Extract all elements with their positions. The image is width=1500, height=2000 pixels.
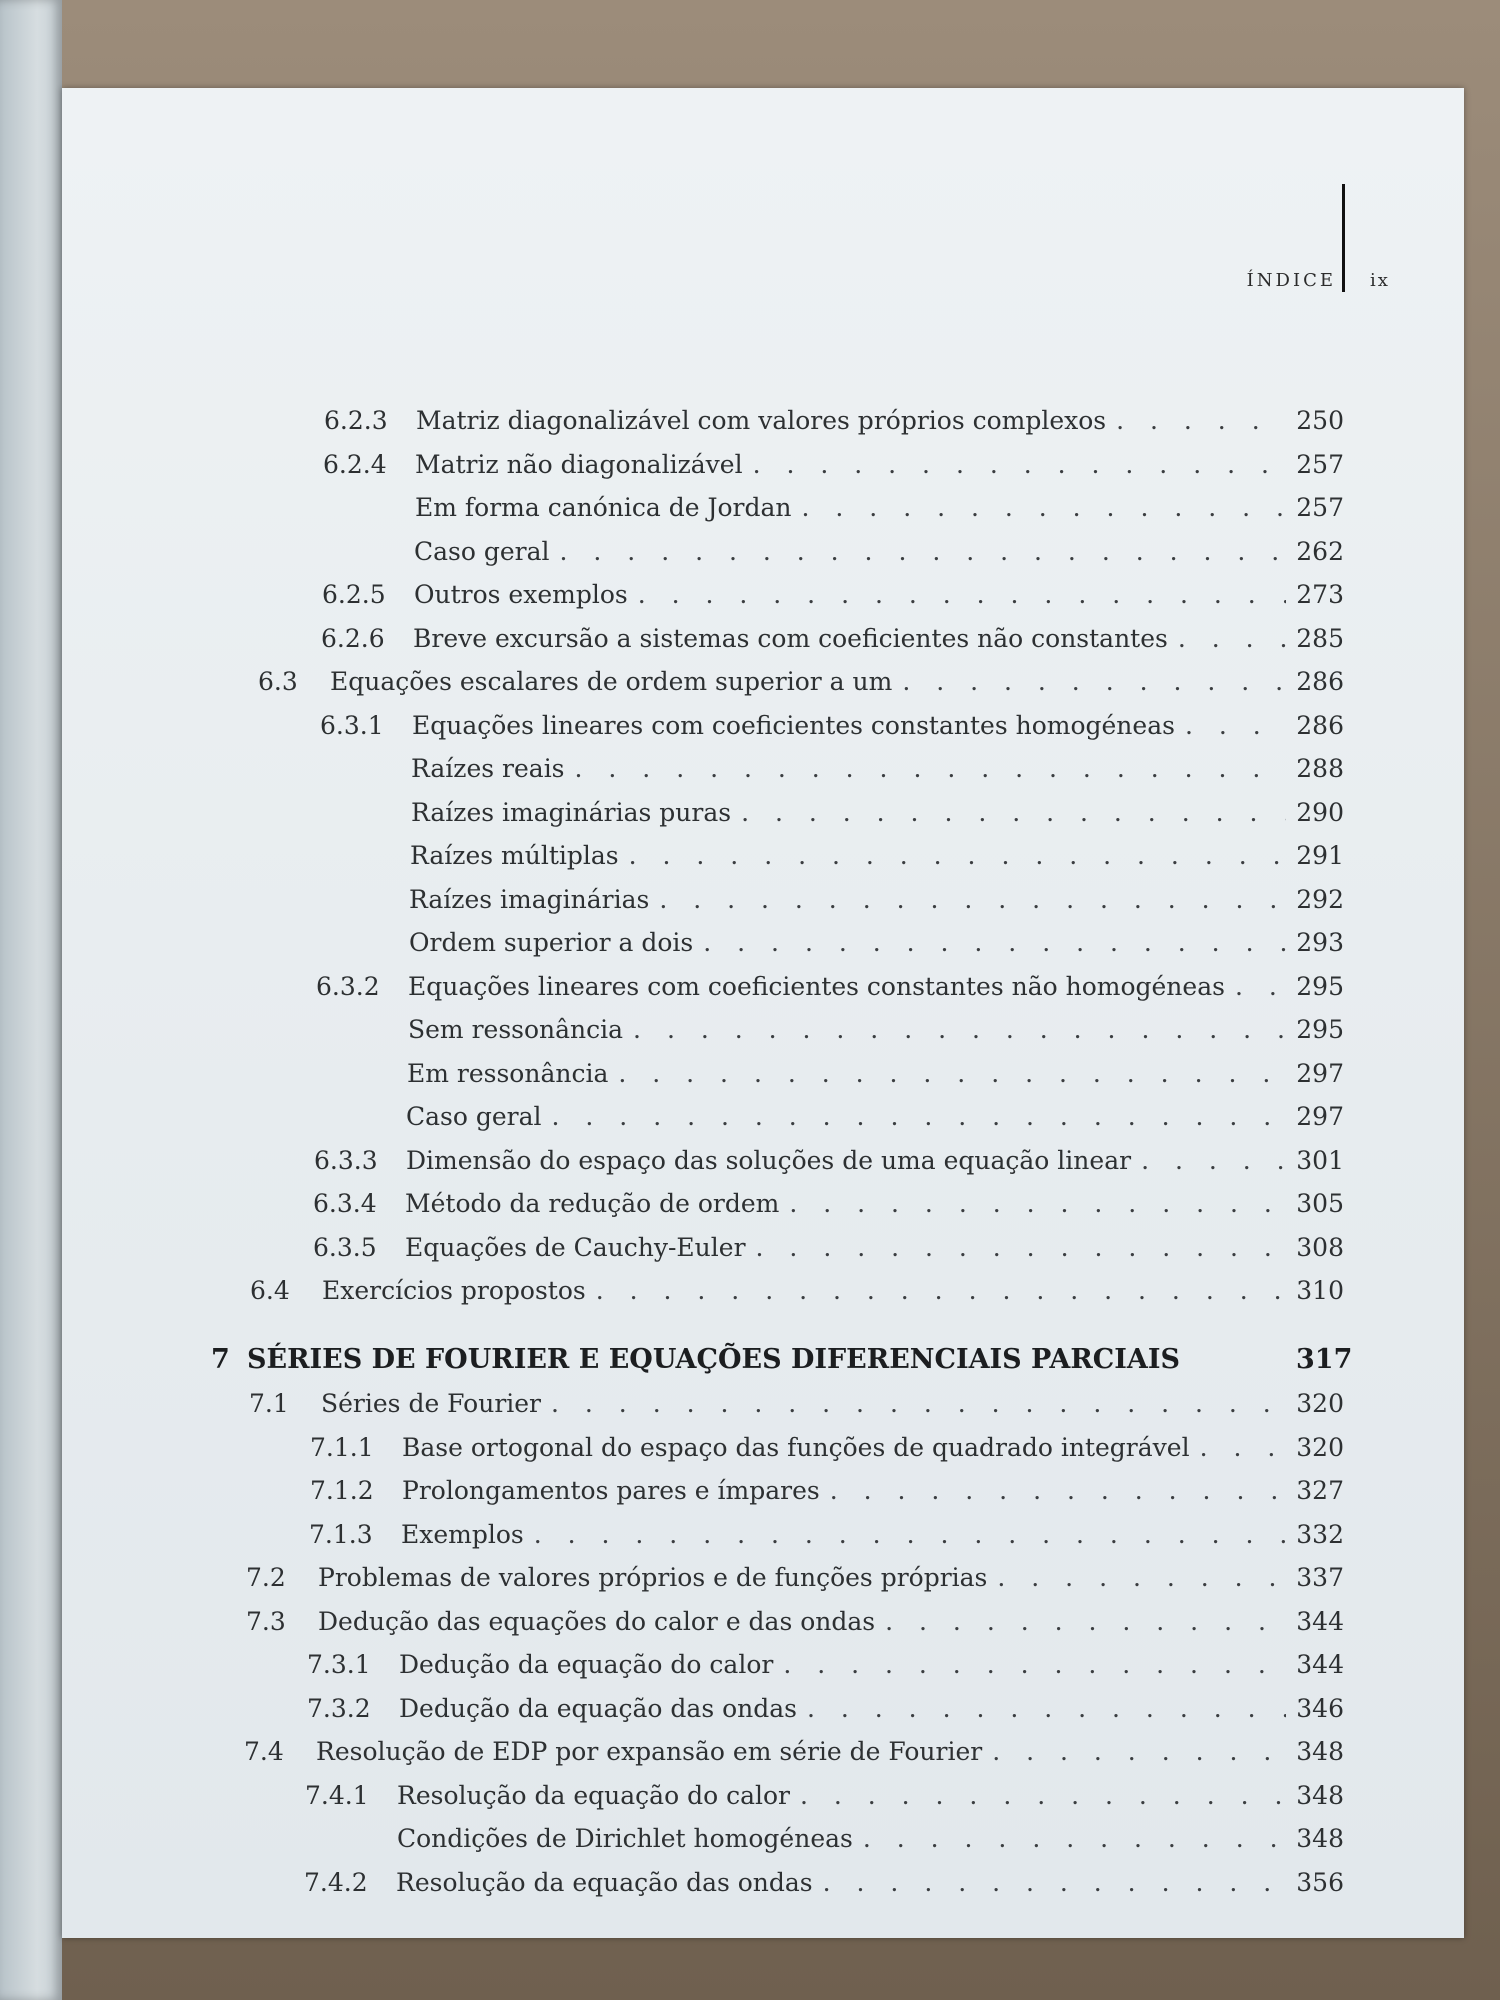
toc-entry-title: Equações de Cauchy-Euler bbox=[405, 1232, 746, 1262]
toc-entry bbox=[304, 1868, 1344, 1908]
toc-entry-title: Exemplos bbox=[401, 1519, 524, 1549]
toc-entry-number: 7.2 bbox=[246, 1563, 286, 1592]
dot-leader bbox=[1141, 1146, 1286, 1175]
toc-entry bbox=[317, 885, 1344, 925]
book-page bbox=[62, 88, 1464, 1938]
toc-entry-page: 344 bbox=[1296, 1606, 1344, 1636]
dot-leader bbox=[596, 1276, 1286, 1305]
dot-leader bbox=[885, 1607, 1286, 1636]
toc-entry-number: 6.3.1 bbox=[320, 710, 384, 740]
toc-entry-page: 305 bbox=[1296, 1189, 1344, 1218]
toc-entry-number: 7.4.2 bbox=[304, 1867, 368, 1897]
toc-entry bbox=[307, 1694, 1344, 1734]
toc-entry-number: 7.3.1 bbox=[307, 1650, 371, 1679]
toc-entry-number: 7.3.2 bbox=[307, 1693, 371, 1723]
toc-entry-title: Resolução da equação do calor bbox=[397, 1780, 790, 1810]
toc-entry-page: 291 bbox=[1296, 841, 1344, 870]
toc-entry-page: 332 bbox=[1296, 1519, 1344, 1549]
dot-leader bbox=[575, 754, 1286, 783]
toc-entry bbox=[246, 1563, 1344, 1603]
dot-leader bbox=[800, 1781, 1286, 1810]
toc-entry-number: 7.1 bbox=[249, 1389, 289, 1418]
toc-entry-number: 6.2.6 bbox=[321, 623, 385, 653]
toc-entry-number: 6.3.4 bbox=[313, 1189, 377, 1218]
toc-entry-title: Exercícios propostos bbox=[322, 1276, 586, 1305]
toc-entry-title: Ordem superior a dois bbox=[409, 928, 694, 957]
toc-entry bbox=[324, 406, 1344, 446]
toc-entry-title: Séries de Fourier bbox=[321, 1389, 542, 1418]
toc-entry-page: 273 bbox=[1296, 580, 1344, 609]
dot-leader bbox=[534, 1520, 1286, 1549]
toc-entry bbox=[313, 1189, 1344, 1229]
toc-entry-title: Em forma canónica de Jordan bbox=[415, 493, 792, 522]
dot-leader bbox=[830, 1476, 1286, 1505]
toc-entry-title: Matriz diagonalizável com valores próprios complexos bbox=[416, 406, 1107, 435]
dot-leader bbox=[902, 667, 1286, 696]
toc-entry-title: Dimensão do espaço das soluções de uma equação linear bbox=[406, 1145, 1132, 1175]
toc-entry bbox=[305, 1824, 1344, 1864]
dot-leader bbox=[741, 798, 1286, 827]
toc-entry-title: Resolução de EDP por expansão em série de Fourier bbox=[316, 1737, 983, 1766]
toc-entry-number: 7.3 bbox=[246, 1606, 286, 1636]
toc-entry bbox=[316, 972, 1344, 1012]
dot-leader bbox=[633, 1015, 1286, 1044]
toc-entry-number: 6.3.3 bbox=[314, 1145, 378, 1175]
toc-entry-title: Em ressonância bbox=[407, 1058, 609, 1088]
toc-entry bbox=[322, 580, 1344, 620]
dot-leader bbox=[1200, 1433, 1286, 1462]
toc-entry bbox=[249, 1389, 1344, 1429]
toc-entry-title: Outros exemplos bbox=[414, 580, 628, 609]
dot-leader bbox=[997, 1563, 1286, 1592]
toc-entry bbox=[250, 1276, 1344, 1316]
toc-entry-page: 295 bbox=[1296, 971, 1344, 1001]
toc-entry-page: 320 bbox=[1296, 1389, 1344, 1418]
toc-entry-page: 348 bbox=[1296, 1824, 1344, 1853]
running-head bbox=[1142, 184, 1434, 314]
toc-entry-title: Raízes imaginárias puras bbox=[411, 797, 732, 827]
toc-entry-title: Sem ressonância bbox=[408, 1015, 624, 1044]
dot-leader bbox=[552, 1102, 1286, 1131]
toc-entry-title: Raízes imaginárias bbox=[409, 884, 650, 914]
toc-entry-title: Matriz não diagonalizável bbox=[415, 449, 743, 479]
toc-entry-title: Prolongamentos pares e ímpares bbox=[402, 1476, 820, 1505]
header-rule bbox=[1342, 184, 1345, 292]
toc-entry bbox=[323, 493, 1344, 533]
toc-entry bbox=[321, 624, 1344, 664]
dot-leader bbox=[992, 1737, 1286, 1766]
toc-entry-page: 320 bbox=[1296, 1432, 1344, 1462]
toc-entry-page: 257 bbox=[1296, 449, 1344, 479]
dot-leader bbox=[629, 841, 1286, 870]
toc-entry-title: Base ortogonal do espaço das funções de quadrado integrável bbox=[402, 1432, 1190, 1462]
toc-entry-page: 297 bbox=[1296, 1058, 1344, 1088]
toc-entry-number: 6.3.2 bbox=[316, 971, 380, 1001]
toc-entry-number: 6.4 bbox=[250, 1276, 290, 1305]
toc-entry bbox=[310, 1433, 1344, 1473]
toc-entry-title: Dedução das equações do calor e das ondas bbox=[318, 1606, 876, 1636]
toc-entry-title: Raízes múltiplas bbox=[410, 841, 619, 870]
dot-leader bbox=[1185, 711, 1286, 740]
toc-entry-title: Método da redução de ordem bbox=[405, 1189, 780, 1218]
toc-entry bbox=[309, 1520, 1344, 1560]
toc-entry-number: 7 bbox=[211, 1343, 230, 1375]
dot-leader bbox=[863, 1824, 1286, 1853]
dot-leader bbox=[1235, 972, 1286, 1001]
toc-entry bbox=[314, 1102, 1344, 1142]
toc-entry-page: 348 bbox=[1296, 1737, 1344, 1766]
toc-entry-number: 6.2.3 bbox=[324, 406, 388, 435]
toc-entry-title: SÉRIES DE FOURIER E EQUAÇÕES DIFERENCIAIS PARCIAIS bbox=[247, 1343, 1180, 1375]
dot-leader bbox=[823, 1868, 1286, 1897]
toc-entry-title: Dedução da equação das ondas bbox=[399, 1693, 797, 1723]
toc-entry-number: 7.1.3 bbox=[309, 1519, 373, 1549]
dot-leader bbox=[1178, 624, 1286, 653]
toc-entry bbox=[246, 1607, 1344, 1647]
toc-entry-page: 262 bbox=[1296, 536, 1344, 566]
toc-entry-title: Condições de Dirichlet homogéneas bbox=[397, 1824, 853, 1853]
toc-entry bbox=[307, 1650, 1344, 1690]
toc-entry bbox=[323, 450, 1344, 490]
toc-entry-page: 293 bbox=[1296, 928, 1344, 957]
toc-entry-page: 346 bbox=[1296, 1693, 1344, 1723]
toc-entry-title: Raízes reais bbox=[411, 754, 565, 783]
toc-entry-page: 301 bbox=[1296, 1145, 1344, 1175]
toc-entry-page: 310 bbox=[1296, 1276, 1344, 1305]
toc-entry-title: Equações lineares com coeficientes constantes não homogéneas bbox=[408, 971, 1225, 1001]
toc-entry bbox=[258, 667, 1344, 707]
toc-entry-number: 7.1.1 bbox=[310, 1432, 374, 1462]
toc-entry-number: 7.1.2 bbox=[310, 1476, 374, 1505]
dot-leader bbox=[659, 885, 1286, 914]
toc-entry-page: 317 bbox=[1296, 1343, 1353, 1375]
toc-entry bbox=[313, 1233, 1344, 1273]
toc-entry-title: Caso geral bbox=[414, 536, 550, 566]
toc-entry-page: 292 bbox=[1296, 884, 1344, 914]
toc-entry bbox=[305, 1781, 1344, 1821]
dot-leader bbox=[703, 928, 1286, 957]
dot-leader bbox=[551, 1389, 1286, 1418]
toc-entry-page: 288 bbox=[1296, 754, 1344, 783]
toc-entry bbox=[244, 1737, 1344, 1777]
toc-entry bbox=[316, 1015, 1344, 1055]
toc-entry bbox=[319, 754, 1344, 794]
toc-entry-title: Breve excursão a sistemas com coeficientes não constantes bbox=[413, 623, 1168, 653]
toc-entry-page: 337 bbox=[1296, 1563, 1344, 1592]
toc-entry-title: Problemas de valores próprios e de funções próprias bbox=[318, 1563, 988, 1592]
toc-entry-number: 7.4.1 bbox=[305, 1780, 369, 1810]
toc-entry-page: 356 bbox=[1296, 1867, 1344, 1897]
dot-leader bbox=[783, 1650, 1286, 1679]
toc-entry-number: 7.4 bbox=[244, 1737, 284, 1766]
toc-entry-number: 6.2.5 bbox=[322, 580, 386, 609]
toc-entry-page: 308 bbox=[1296, 1232, 1344, 1262]
dot-leader bbox=[560, 537, 1286, 566]
toc-entry-title: Dedução da equação do calor bbox=[399, 1650, 774, 1679]
toc-entry-page: 286 bbox=[1296, 667, 1344, 696]
toc-entry-number: 6.3.5 bbox=[313, 1232, 377, 1262]
toc-entry-page: 297 bbox=[1296, 1102, 1344, 1131]
dot-leader bbox=[638, 580, 1286, 609]
dot-leader bbox=[802, 493, 1286, 522]
toc-entry-page: 348 bbox=[1296, 1780, 1344, 1810]
toc-chapter bbox=[211, 1343, 1353, 1384]
dot-leader bbox=[789, 1189, 1286, 1218]
dot-leader bbox=[756, 1233, 1286, 1262]
toc-entry-page: 250 bbox=[1296, 406, 1344, 435]
toc-entry bbox=[320, 711, 1344, 751]
toc-entry-number: 6.3 bbox=[258, 667, 298, 696]
toc-entry-page: 295 bbox=[1296, 1015, 1344, 1044]
running-head-title: ÍNDICE bbox=[1246, 270, 1336, 291]
toc-entry-page: 344 bbox=[1296, 1650, 1344, 1679]
toc-entry bbox=[318, 841, 1344, 881]
toc-entry bbox=[310, 1476, 1344, 1516]
page-number: ix bbox=[1370, 270, 1390, 291]
dot-leader bbox=[753, 450, 1286, 479]
dot-leader bbox=[807, 1694, 1286, 1723]
toc-entry bbox=[319, 798, 1344, 838]
toc-entry-title: Equações lineares com coeficientes constantes homogéneas bbox=[412, 710, 1175, 740]
toc-entry bbox=[317, 928, 1344, 968]
toc-entry-number: 6.2.4 bbox=[323, 449, 387, 479]
dot-leader bbox=[618, 1059, 1286, 1088]
toc-entry bbox=[322, 537, 1344, 577]
facing-page-edge bbox=[0, 0, 62, 2000]
toc-entry-page: 290 bbox=[1296, 797, 1344, 827]
toc-entry-page: 257 bbox=[1296, 493, 1344, 522]
toc-entry-title: Equações escalares de ordem superior a um bbox=[330, 667, 893, 696]
toc-entry bbox=[315, 1059, 1344, 1099]
toc-entry-page: 327 bbox=[1296, 1476, 1344, 1505]
toc-entry bbox=[314, 1146, 1344, 1186]
toc-entry-page: 286 bbox=[1296, 710, 1344, 740]
toc-entry-title: Resolução da equação das ondas bbox=[396, 1867, 813, 1897]
toc-entry-page: 285 bbox=[1296, 623, 1344, 653]
dot-leader bbox=[1116, 406, 1286, 435]
toc-entry-title: Caso geral bbox=[406, 1102, 542, 1131]
